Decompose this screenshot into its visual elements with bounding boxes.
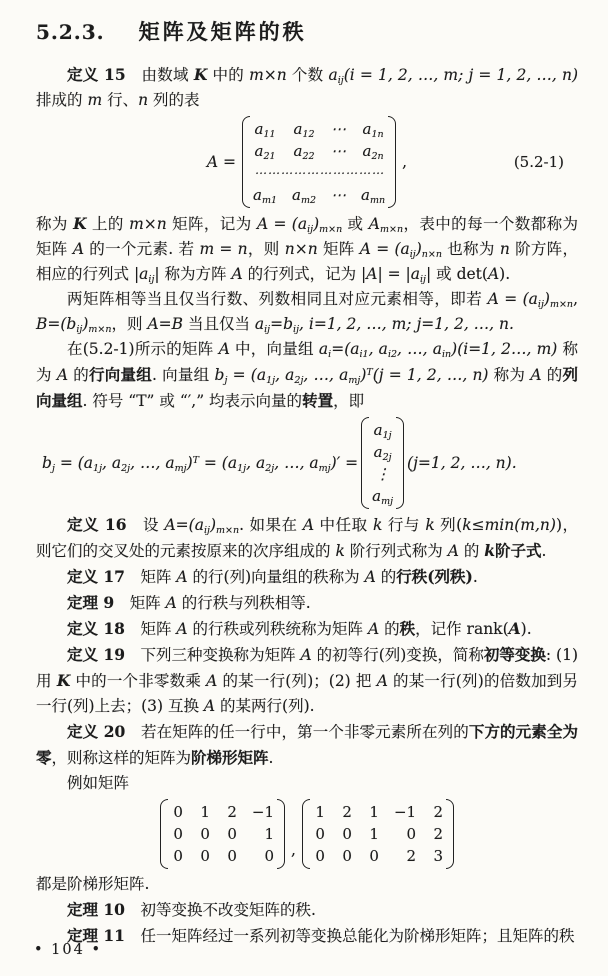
paragraph-definition-17: 定义 17 矩阵 A 的行(列)向量组的秩称为 A 的行秩(列秩). (67, 567, 478, 586)
paragraph-definition-16: 定义 16 设 $A=(a_{ij})_{m\times n}$. 如果在 A 中任取 k 行与 k 列(k≤min(m,n))，则它们的交叉处的元素按原来的次序组成的 k 阶行列式称为 A 的 k阶子式. (36, 515, 579, 560)
paragraph-definition-15: 定义 15 由数域 K 中的 m×n 个数 $a_{ij}(i = 1$, 2, …, m; j = 1, 2, …, n) 排成的 m 行、n 列的表 (36, 65, 578, 109)
equation-column-vector (36, 417, 578, 509)
page-number: • 104 • (34, 942, 102, 958)
paragraph-conclusion: 都是阶梯形矩阵. (36, 875, 150, 893)
example-step-matrices (36, 799, 578, 869)
column-vector-lhs: $b_j = (a_{1j}$, $a_{2j}$, …, $a_{mj})^T = (a_{1j}$, $a_{2j}$, …, $a_{mj})'$ = (42, 454, 359, 474)
paragraph-matrix-naming: 称为 K 上的 m×n 矩阵，记为 $A = (a_{ij})_{m\times n}$ 或 $A_{m\times n}$，表中的每一个数都称为矩阵 A 的一个元素. 若 m = n，则 n×n 矩阵 $A = (a_{ij})_{n\times n}$ 也称为 n 阶方阵，相应的行列式 $|a_{ij}|$ 称为方阵 A 的行列式，记为 $|A| = |a_{ij}|$ 或 det(A). (36, 214, 578, 285)
section-heading (36, 16, 578, 46)
matrix-separator-comma: , (291, 841, 296, 859)
paragraph-theorem-9: 定理 9 矩阵 A 的行秩与列秩相等. (67, 593, 311, 612)
paragraph-definition-18: 定义 18 矩阵 A 的行秩或列秩统称为矩阵 A 的秩，记作 rank(A). (67, 619, 532, 638)
paragraph-theorem-10: 定理 10 初等变换不改变矩阵的秩. (67, 900, 316, 919)
matrix-a-lhs: A = (206, 153, 237, 171)
example-matrix-2: 1 2 1 −1 2 0 0 1 0 2 0 0 0 2 3 (302, 799, 454, 869)
equation-comma: , (402, 153, 408, 171)
equation-5-2-1 (36, 116, 578, 208)
paragraph-matrix-equality: 两矩阵相等当且仅当行数、列数相同且对应元素相等，即若 $A = (a_{ij})_{m\times n}$, $B=(b_{ij})_{m\times n}$，则 A=B 当且仅当 $a_{ij}=b_{ij}$, i=1, 2, …, m; j=1, 2, …, n. (36, 290, 578, 335)
paragraph-example-intro: 例如矩阵 (67, 774, 130, 792)
column-vector-condition: (j=1, 2, …, n). (407, 454, 517, 472)
paragraph-row-column-vectors: 在(5.2-1)所示的矩阵 A 中，向量组 $a_i=(a_{i1}$, $a_{i2}$, …, $a_{in})(i=1$, 2…, m) 称为 A 的行向量组. 向量组 $b_j = (a_{1j}$, $a_{2j}$, …, $a_{mj})^T(j = 1$, 2, …, n) 称为 A 的列向量组. 符号 “T” 或 “′,” 均表示向量的转置，即 (36, 340, 579, 410)
section-title: 矩阵及矩阵的秩 (138, 19, 307, 44)
paragraph-theorem-11: 定理 11 任一矩阵经过一系列初等变换总能化为阶梯形矩阵；且矩阵的秩 (67, 926, 575, 945)
example-matrix-1: 0 1 2 −1 0 0 0 1 0 0 0 0 (160, 799, 285, 869)
paragraph-definition-19: 定义 19 下列三种变换称为矩阵 A 的初等行(列)变换，简称初等变换: (1) 用 K 中的一个非零数乘 A 的某一行(列)；(2) 把 A 的某一行(列)的倍数加到另一行(列)上去；(3) 互换 A 的某两行(列). (36, 645, 579, 715)
column-vector-matrix: $a_{1j}$ $a_{2j}$ ⋮ $a_{mj}$ (361, 417, 404, 509)
paragraph-definition-20: 定义 20 若在矩阵的任一行中，第一个非零元素所在列的下方的元素全为零，则称这样的矩阵为阶梯形矩阵. (36, 722, 578, 767)
equation-number-label: (5.2-1) (513, 153, 564, 171)
section-number: 5.2.3. (36, 20, 105, 44)
matrix-a: $a_{11}$ $a_{12}$ ⋯ $a_{1n}$ $a_{21}$ $a_{22}$ ⋯ $a_{2n}$ ⋯⋯⋯⋯⋯⋯⋯⋯⋯⋯ $a_{m1}$ $a_{m2}$ ⋯ $a_{mn}$ (242, 116, 396, 208)
